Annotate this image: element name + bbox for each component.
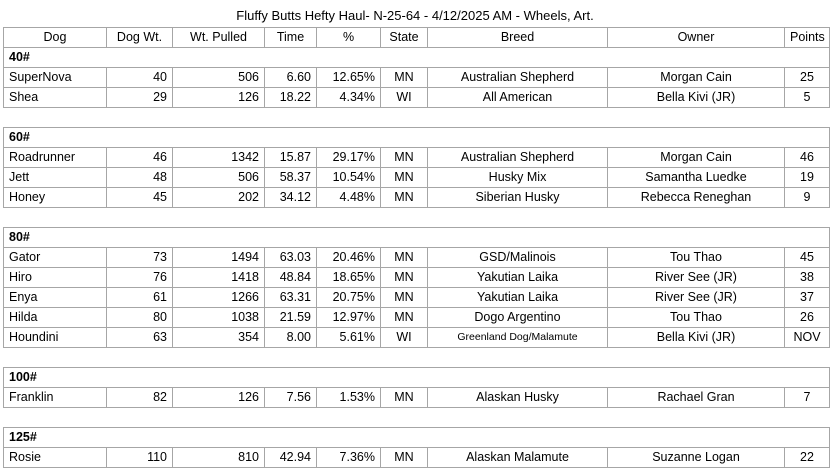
breed-cell: Yakutian Laika xyxy=(428,288,608,308)
state-cell: WI xyxy=(381,88,428,108)
time-cell: 63.03 xyxy=(265,248,317,268)
breed-cell: Yakutian Laika xyxy=(428,268,608,288)
dog-name-cell: Jett xyxy=(4,168,107,188)
points-cell: 26 xyxy=(785,308,830,328)
breed-cell: Alaskan Malamute xyxy=(428,448,608,468)
results-table xyxy=(3,27,830,468)
table-row xyxy=(4,388,830,408)
table-row xyxy=(4,68,830,88)
state-cell: MN xyxy=(381,268,428,288)
dog-name-cell: Hilda xyxy=(4,308,107,328)
state-cell: MN xyxy=(381,188,428,208)
dog-weight-cell: 46 xyxy=(107,148,173,168)
dog-weight-cell: 82 xyxy=(107,388,173,408)
owner-cell: River See (JR) xyxy=(608,268,785,288)
state-cell: MN xyxy=(381,388,428,408)
percent-cell: 20.75% xyxy=(317,288,381,308)
percent-cell: 5.61% xyxy=(317,328,381,348)
dog-weight-cell: 40 xyxy=(107,68,173,88)
state-cell: MN xyxy=(381,248,428,268)
weight-pulled-cell: 202 xyxy=(173,188,265,208)
points-cell: 37 xyxy=(785,288,830,308)
weight-class-header xyxy=(4,48,830,68)
points-cell: 45 xyxy=(785,248,830,268)
table-row xyxy=(4,328,830,348)
weight-pulled-cell: 126 xyxy=(173,88,265,108)
spacer-cell xyxy=(4,408,830,428)
breed-cell: Australian Shepherd xyxy=(428,68,608,88)
weight-pulled-cell: 1342 xyxy=(173,148,265,168)
points-cell: 19 xyxy=(785,168,830,188)
owner-cell: Morgan Cain xyxy=(608,148,785,168)
owner-cell: Rachael Gran xyxy=(608,388,785,408)
time-cell: 21.59 xyxy=(265,308,317,328)
weight-class-header xyxy=(4,368,830,388)
dog-weight-cell: 76 xyxy=(107,268,173,288)
weight-pulled-cell: 354 xyxy=(173,328,265,348)
owner-cell: Tou Thao xyxy=(608,248,785,268)
percent-cell: 1.53% xyxy=(317,388,381,408)
spacer-row xyxy=(4,408,830,428)
column-header-dog: Dog xyxy=(4,28,107,48)
weight-pulled-cell: 1418 xyxy=(173,268,265,288)
weight-class-label: 80# xyxy=(4,228,830,248)
dog-weight-cell: 61 xyxy=(107,288,173,308)
dog-name-cell: Gator xyxy=(4,248,107,268)
dog-name-cell: Roadrunner xyxy=(4,148,107,168)
breed-cell: GSD/Malinois xyxy=(428,248,608,268)
owner-cell: Bella Kivi (JR) xyxy=(608,328,785,348)
spacer-row xyxy=(4,108,830,128)
time-cell: 42.94 xyxy=(265,448,317,468)
header-row xyxy=(4,28,830,48)
points-cell: 22 xyxy=(785,448,830,468)
points-cell: 9 xyxy=(785,188,830,208)
state-cell: MN xyxy=(381,308,428,328)
owner-cell: River See (JR) xyxy=(608,288,785,308)
breed-cell: Greenland Dog/Malamute xyxy=(428,328,608,348)
state-cell: MN xyxy=(381,288,428,308)
points-cell: 5 xyxy=(785,88,830,108)
spacer-cell xyxy=(4,348,830,368)
spacer-cell xyxy=(4,108,830,128)
column-header-dog-weight: Dog Wt. xyxy=(107,28,173,48)
breed-cell: Siberian Husky xyxy=(428,188,608,208)
state-cell: MN xyxy=(381,148,428,168)
dog-name-cell: Honey xyxy=(4,188,107,208)
points-cell: NOV xyxy=(785,328,830,348)
weight-pulled-cell: 506 xyxy=(173,68,265,88)
table-row xyxy=(4,268,830,288)
dog-weight-cell: 80 xyxy=(107,308,173,328)
page-title: Fluffy Butts Hefty Haul- N-25-64 - 4/12/2025 AM - Wheels, Art. xyxy=(236,8,594,23)
state-cell: WI xyxy=(381,328,428,348)
dog-name-cell: Hiro xyxy=(4,268,107,288)
table-row xyxy=(4,168,830,188)
time-cell: 58.37 xyxy=(265,168,317,188)
percent-cell: 12.65% xyxy=(317,68,381,88)
points-cell: 25 xyxy=(785,68,830,88)
breed-cell: Alaskan Husky xyxy=(428,388,608,408)
table-row xyxy=(4,88,830,108)
table-row xyxy=(4,288,830,308)
dog-weight-cell: 48 xyxy=(107,168,173,188)
time-cell: 6.60 xyxy=(265,68,317,88)
weight-pulled-cell: 810 xyxy=(173,448,265,468)
weight-class-header xyxy=(4,428,830,448)
table-row xyxy=(4,308,830,328)
breed-cell: Husky Mix xyxy=(428,168,608,188)
time-cell: 7.56 xyxy=(265,388,317,408)
owner-cell: Samantha Luedke xyxy=(608,168,785,188)
time-cell: 8.00 xyxy=(265,328,317,348)
time-cell: 34.12 xyxy=(265,188,317,208)
percent-cell: 20.46% xyxy=(317,248,381,268)
dog-weight-cell: 63 xyxy=(107,328,173,348)
weight-pulled-cell: 506 xyxy=(173,168,265,188)
column-header-breed: Breed xyxy=(428,28,608,48)
weight-pulled-cell: 1266 xyxy=(173,288,265,308)
dog-name-cell: Rosie xyxy=(4,448,107,468)
spacer-cell xyxy=(4,208,830,228)
weight-class-header xyxy=(4,228,830,248)
weight-class-label: 100# xyxy=(4,368,830,388)
weight-class-label: 40# xyxy=(4,48,830,68)
time-cell: 63.31 xyxy=(265,288,317,308)
dog-weight-cell: 110 xyxy=(107,448,173,468)
table-body xyxy=(4,48,830,468)
spacer-row xyxy=(4,208,830,228)
percent-cell: 12.97% xyxy=(317,308,381,328)
time-cell: 15.87 xyxy=(265,148,317,168)
breed-cell: Dogo Argentino xyxy=(428,308,608,328)
percent-cell: 4.48% xyxy=(317,188,381,208)
points-cell: 7 xyxy=(785,388,830,408)
state-cell: MN xyxy=(381,68,428,88)
owner-cell: Suzanne Logan xyxy=(608,448,785,468)
column-header-points: Points xyxy=(785,28,830,48)
weight-pulled-cell: 126 xyxy=(173,388,265,408)
spacer-row xyxy=(4,348,830,368)
weight-pulled-cell: 1494 xyxy=(173,248,265,268)
dog-weight-cell: 29 xyxy=(107,88,173,108)
state-cell: MN xyxy=(381,168,428,188)
table-row xyxy=(4,148,830,168)
column-header-owner: Owner xyxy=(608,28,785,48)
percent-cell: 10.54% xyxy=(317,168,381,188)
breed-cell: Australian Shepherd xyxy=(428,148,608,168)
owner-cell: Tou Thao xyxy=(608,308,785,328)
percent-cell: 18.65% xyxy=(317,268,381,288)
percent-cell: 29.17% xyxy=(317,148,381,168)
table-row xyxy=(4,188,830,208)
weight-pulled-cell: 1038 xyxy=(173,308,265,328)
time-cell: 18.22 xyxy=(265,88,317,108)
time-cell: 48.84 xyxy=(265,268,317,288)
owner-cell: Bella Kivi (JR) xyxy=(608,88,785,108)
percent-cell: 4.34% xyxy=(317,88,381,108)
dog-name-cell: Houndini xyxy=(4,328,107,348)
weight-class-label: 60# xyxy=(4,128,830,148)
column-header-time: Time xyxy=(265,28,317,48)
column-header-weight-pulled: Wt. Pulled xyxy=(173,28,265,48)
dog-weight-cell: 45 xyxy=(107,188,173,208)
dog-name-cell: Franklin xyxy=(4,388,107,408)
dog-name-cell: Shea xyxy=(4,88,107,108)
state-cell: MN xyxy=(381,448,428,468)
points-cell: 38 xyxy=(785,268,830,288)
owner-cell: Morgan Cain xyxy=(608,68,785,88)
table-row xyxy=(4,448,830,468)
owner-cell: Rebecca Reneghan xyxy=(608,188,785,208)
percent-cell: 7.36% xyxy=(317,448,381,468)
dog-weight-cell: 73 xyxy=(107,248,173,268)
points-cell: 46 xyxy=(785,148,830,168)
column-header-state: State xyxy=(381,28,428,48)
dog-name-cell: SuperNova xyxy=(4,68,107,88)
column-header-percent: % xyxy=(317,28,381,48)
breed-cell: All American xyxy=(428,88,608,108)
weight-class-label: 125# xyxy=(4,428,830,448)
table-row xyxy=(4,248,830,268)
weight-class-header xyxy=(4,128,830,148)
dog-name-cell: Enya xyxy=(4,288,107,308)
